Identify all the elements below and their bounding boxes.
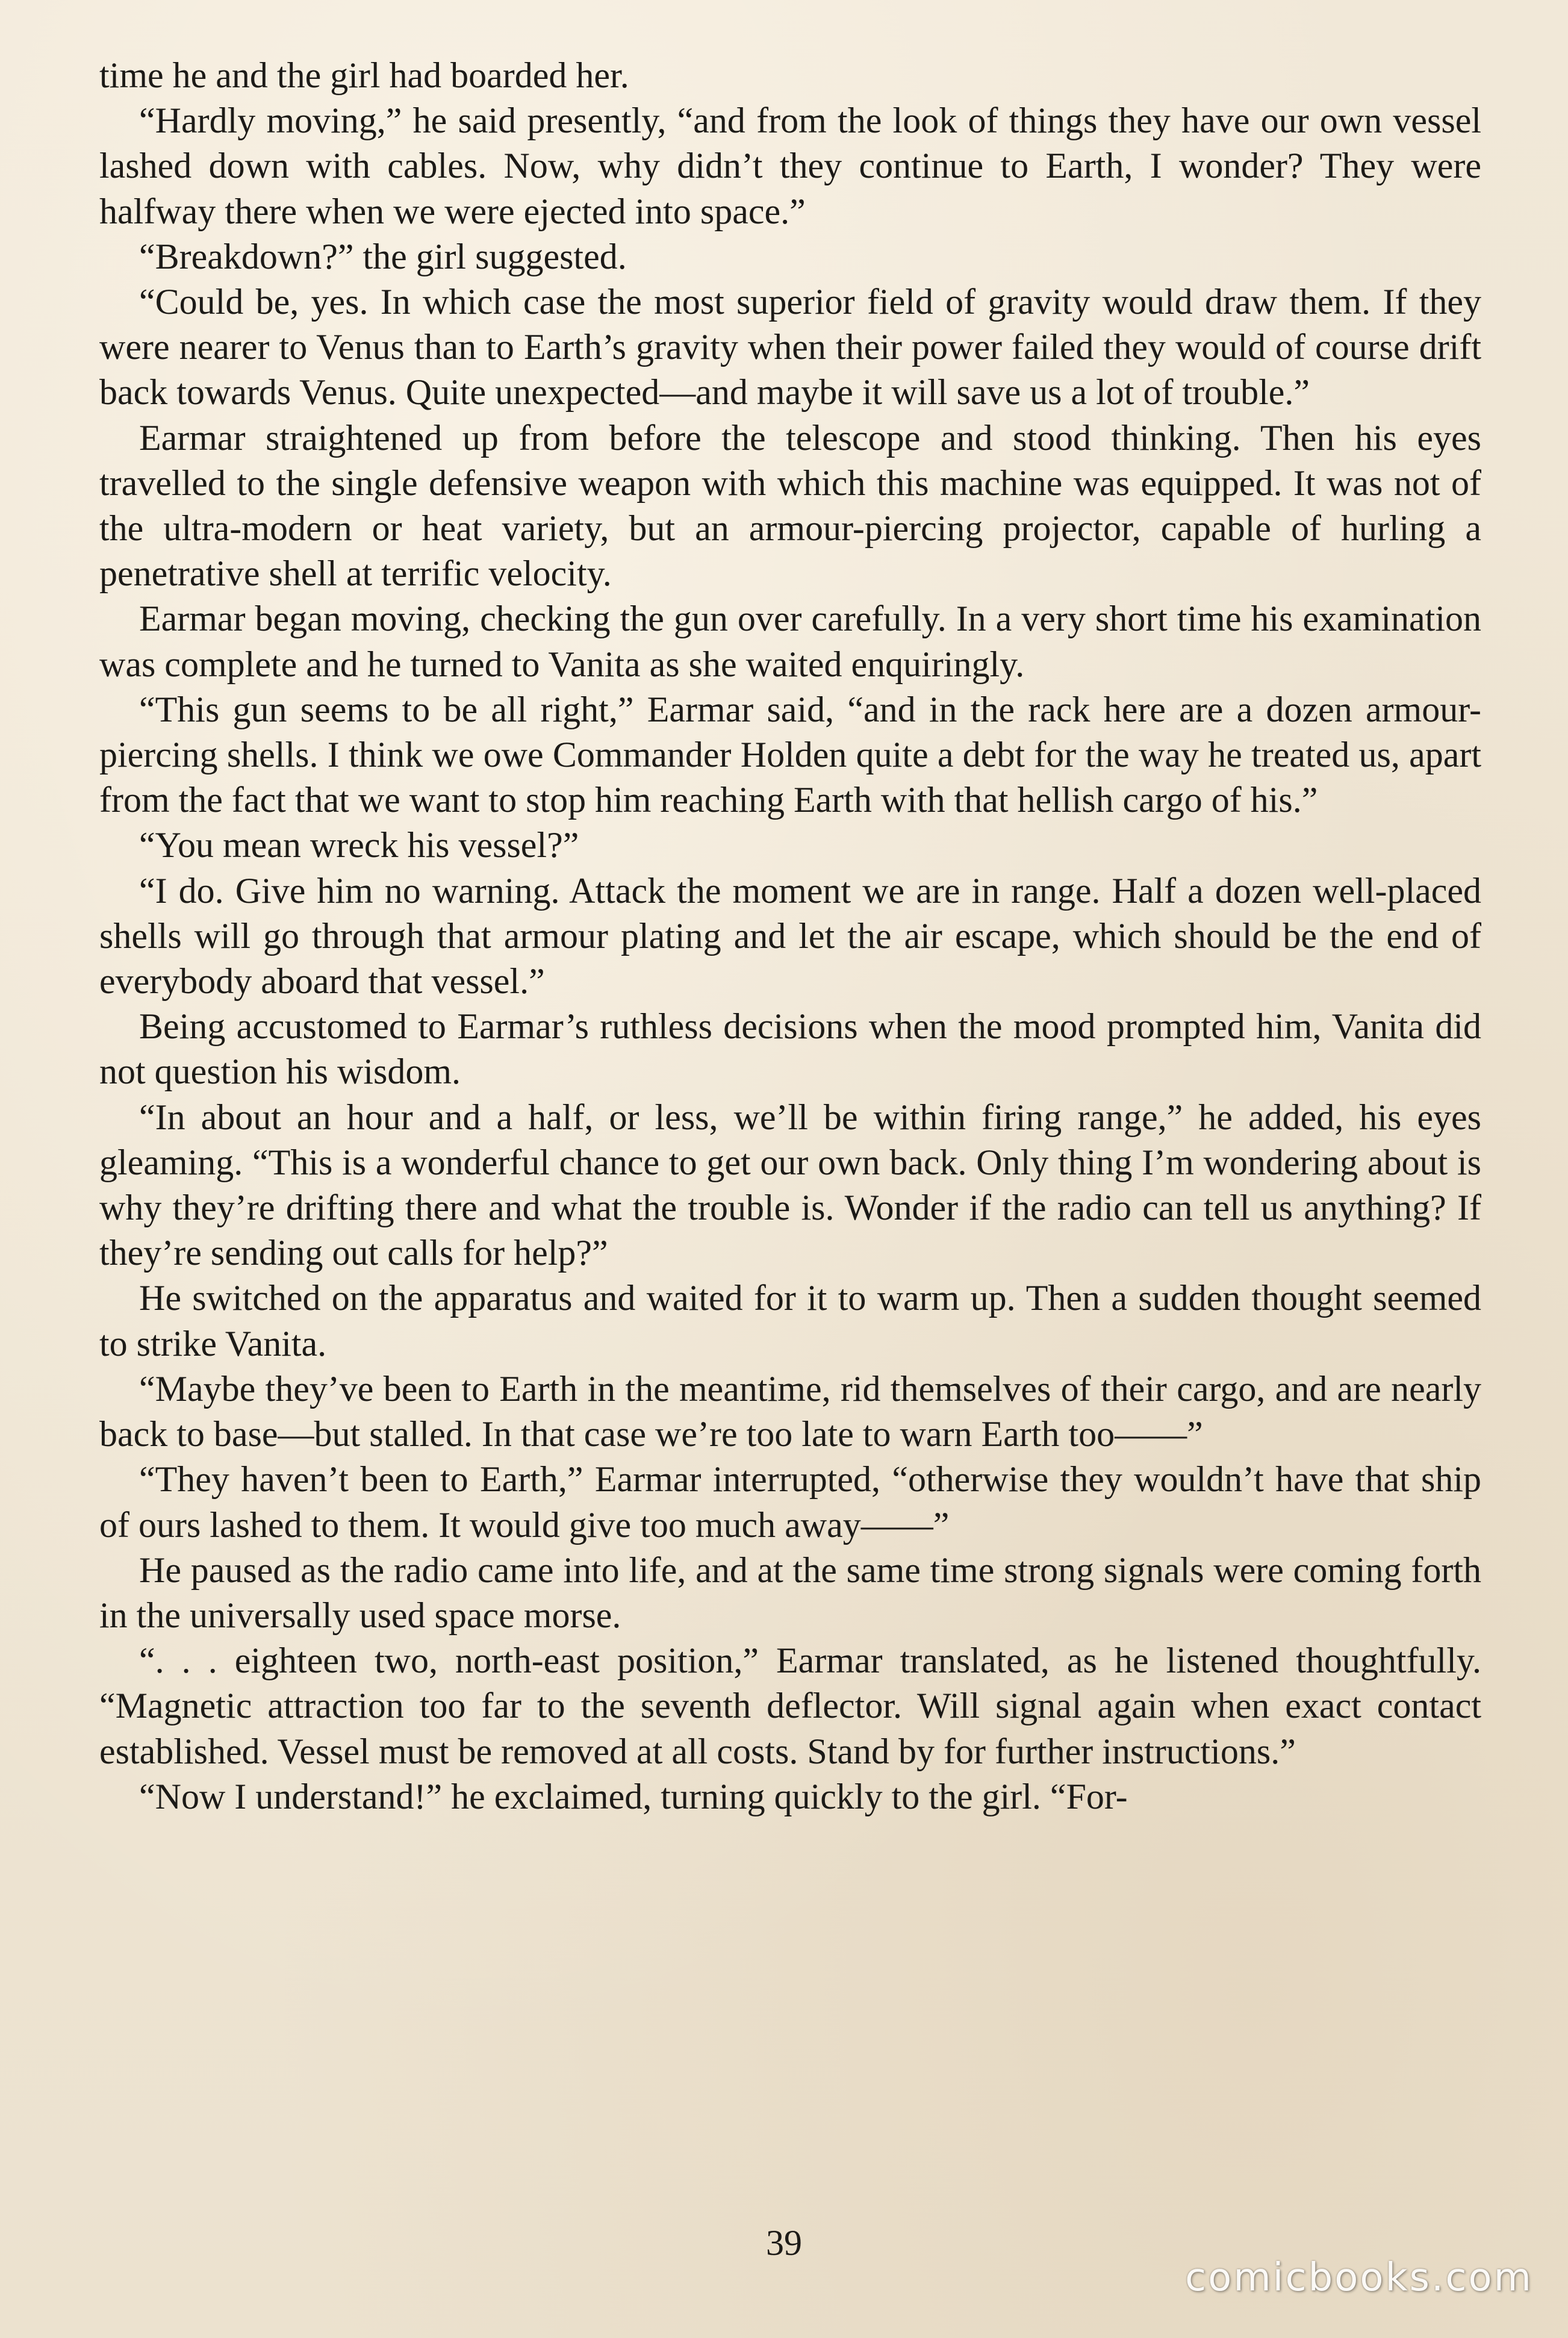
page-number: 39 bbox=[766, 2223, 802, 2263]
paragraph: He paused as the radio came into life, and at the same time strong signals were coming forth in the universally used space morse. bbox=[99, 1550, 1481, 1635]
paragraph: “Hardly moving,” he said presently, “and from the look of things they have our own vessel lashed down with cables. Now, why didn’t they continue to Earth, I wonder? They were halfway there when we were ejected into space.” bbox=[99, 101, 1481, 231]
paragraph: “. . . eighteen two, north-east position,” Earmar translated, as he listened thoughtfully. “Magnetic attraction too far to the seventh deflector. Will signal again when exact contact established. Vessel must be removed at all costs. Stand by for further instructions.” bbox=[99, 1641, 1481, 1771]
paragraph: “You mean wreck his vessel?” bbox=[139, 825, 579, 865]
paragraph: Earmar straightened up from before the telescope and stood thinking. Then his eyes travelled to the single defensive weapon with which this machine was equipped. It was not of the ultra-modern or heat variety, but an armour-piercing projector, capable of hurling a penetrative shell at terrific velocity. bbox=[99, 417, 1481, 594]
paragraph: “Now I understand!” he exclaimed, turning quickly to the girl. “For- bbox=[139, 1776, 1128, 1816]
paragraph: time he and the girl had boarded her. bbox=[99, 55, 629, 95]
paragraph: “Could be, yes. In which case the most superior field of gravity would draw them. If they were nearer to Venus than to Earth’s gravity when their power failed they would of course drift back towards Venus. Quite unexpected—and maybe it will save us a lot of trouble.” bbox=[99, 282, 1481, 413]
paragraph: “In about an hour and a half, or less, we’ll be within firing range,” he added, his eyes gleaming. “This is a wonderful chance to get our own back. Only thing I’m wondering about is why they’re drifting there and what the trouble is. Wonder if the radio can tell us anything? If they’re sending out calls for help?” bbox=[99, 1097, 1481, 1273]
paragraph: He switched on the apparatus and waited for it to warm up. Then a sudden thought seemed to strike Vanita. bbox=[99, 1278, 1481, 1364]
watermark: comicbooks.com bbox=[1184, 2255, 1533, 2300]
paragraph: “This gun seems to be all right,” Earmar said, “and in the rack here are a dozen armour-piercing shells. I think we owe Commander Holden quite a debt for the way he treated us, apart from the fact that we want to stop him reaching Earth with that hellish cargo of his.” bbox=[99, 689, 1481, 820]
paragraph: “Breakdown?” the girl suggested. bbox=[139, 236, 627, 276]
paragraph: Being accustomed to Earmar’s ruthless decisions when the mood prompted him, Vanita did not question his wisdom. bbox=[99, 1006, 1481, 1092]
paragraph: “I do. Give him no warning. Attack the moment we are in range. Half a dozen well-placed shells will go through that armour plating and let the air escape, which should be the end of everybody aboard that vessel.” bbox=[99, 870, 1481, 1002]
paragraph: “They haven’t been to Earth,” Earmar interrupted, “otherwise they wouldn’t have that ship of ours lashed to them. It would give too much away——” bbox=[99, 1459, 1481, 1545]
paragraph: Earmar began moving, checking the gun over carefully. In a very short time his examination was complete and he turned to Vanita as she waited enquiringly. bbox=[99, 599, 1481, 684]
body-text bbox=[99, 53, 1481, 1819]
paragraph: “Maybe they’ve been to Earth in the meantime, rid themselves of their cargo, and are nearly back to base—but stalled. In that case we’re too late to warn Earth too——” bbox=[99, 1368, 1481, 1454]
